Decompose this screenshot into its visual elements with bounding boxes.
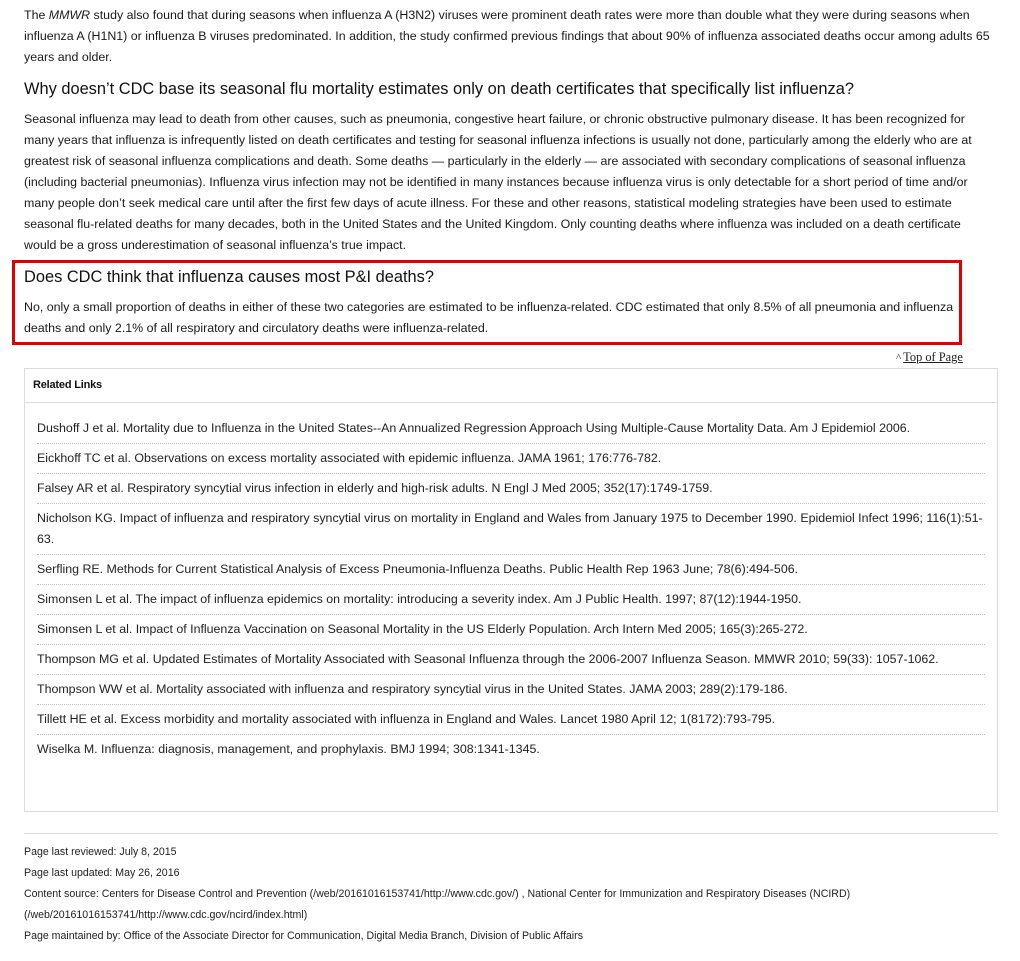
caret-up-icon: ^ (896, 352, 902, 364)
intro-pre: The (24, 8, 49, 22)
related-link-item[interactable]: Falsey AR et al. Respiratory syncytial virus infection in elderly and high-risk adults. N Engl J Med 2005; 352(17):1749-1759. (37, 474, 985, 504)
related-link-item[interactable]: Eickhoff TC et al. Observations on excess mortality associated with epidemic influenza. JAMA 1961; 176:776-782. (37, 444, 985, 474)
related-link-item[interactable]: Serfling RE. Methods for Current Statistical Analysis of Excess Pneumonia-Influenza Deaths. Public Health Rep 1963 June; 78(6):494-506. (37, 555, 985, 585)
intro-mmwr-emphasis: MMWR (48, 8, 91, 22)
related-link-item[interactable]: Nicholson KG. Impact of influenza and respiratory syncytial virus on mortality in England and Wales from January 1975 to December 1990. Epidemiol Infect 1996; 116(1):51-63. (37, 504, 985, 555)
content-source-line2[interactable]: (/web/20161016153741/http://www.cdc.gov/ncird/index.html) (24, 909, 308, 921)
intro-paragraph (24, 5, 996, 68)
related-link-item[interactable]: Thompson WW et al. Mortality associated with influenza and respiratory syncytial virus in the United States. JAMA 2003; 289(2):179-186. (37, 675, 985, 705)
section-heading-death-certificates: Why doesn’t CDC base its seasonal flu mortality estimates only on death certificates that specifically list influenza? (24, 80, 854, 98)
related-links-list (25, 403, 997, 764)
related-link-item[interactable]: Simonsen L et al. Impact of Influenza Vaccination on Seasonal Mortality in the US Elderly Population. Arch Intern Med 2005; 165(3):265-272. (37, 615, 985, 645)
section-body-pi-deaths: No, only a small proportion of deaths in either of these two categories are estimated to be influenza-related. CDC estimated that only 8.5% of all pneumonia and influenza deaths and only 2.1% of all respiratory and circulatory deaths were influenza-related. (24, 300, 954, 335)
page-last-reviewed: Page last reviewed: July 8, 2015 (24, 846, 177, 858)
section-heading-pi-deaths: Does CDC think that influenza causes most P&I deaths? (24, 268, 434, 286)
related-links-panel (24, 368, 998, 812)
related-links-title: Related Links (25, 369, 997, 403)
top-of-page-link[interactable]: Top of Page (903, 350, 963, 364)
section-body-death-certificates: Seasonal influenza may lead to death from other causes, such as pneumonia, congestive heart failure, or chronic obstructive pulmonary disease. It has been recognized for many years that influenza is infrequently listed on death certificates and testing for seasonal influenza infections is usually not done, particularly among the elderly who are at greatest risk of seasonal influenza complications and death. Some deaths — particularly in the elderly — are associated with secondary complications of seasonal influenza (including bacterial pneumonias). Influenza virus infection may not be identified in many instances because influenza virus is only detectable for a short period of time and/or many people don’t seek medical care until after the first few days of acute illness. For these and other reasons, statistical modeling strategies have been used to estimate seasonal flu-related deaths for many decades, both in the United States and the United Kingdom. Only counting deaths where influenza was included on a death certificate would be a gross underestimation of seasonal influenza’s true impact. (24, 112, 972, 252)
top-of-page (896, 350, 963, 365)
footer-divider (24, 833, 998, 834)
related-link-item[interactable]: Tillett HE et al. Excess morbidity and mortality associated with influenza in England and Wales. Lancet 1980 April 12; 1(8172):793-795. (37, 705, 985, 735)
page-last-updated: Page last updated: May 26, 2016 (24, 867, 180, 879)
intro-post: study also found that during seasons when influenza A (H3N2) viruses were prominent death rates were more than double what they were during seasons when influenza A (H1N1) or influenza B viruses predominated. In addition, the study confirmed previous findings that about 90% of influenza associated deaths occur among adults 65 years and older. (24, 8, 990, 64)
page-footer (24, 842, 998, 947)
related-link-item[interactable]: Wiselka M. Influenza: diagnosis, management, and prophylaxis. BMJ 1994; 308:1341-1345. (37, 742, 540, 756)
related-link-item[interactable]: Simonsen L et al. The impact of influenza epidemics on mortality: introducing a severity index. Am J Public Health. 1997; 87(12):1944-1950. (37, 585, 985, 615)
content-source-line1[interactable]: Content source: Centers for Disease Control and Prevention (/web/20161016153741/http://www.cdc.gov/) , National Center for Immunization and Respiratory Diseases (NCIRD) (24, 888, 851, 900)
related-link-item[interactable]: Thompson MG et al. Updated Estimates of Mortality Associated with Seasonal Influenza through the 2006-2007 Influenza Season. MMWR 2010; 59(33): 1057-1062. (37, 645, 985, 675)
page-maintained-by: Page maintained by: Office of the Associate Director for Communication, Digital Media Branch, Division of Public Affairs (24, 930, 583, 942)
related-link-item[interactable]: Dushoff J et al. Mortality due to Influenza in the United States--An Annualized Regression Approach Using Multiple-Cause Mortality Data. Am J Epidemiol 2006. (37, 414, 985, 444)
